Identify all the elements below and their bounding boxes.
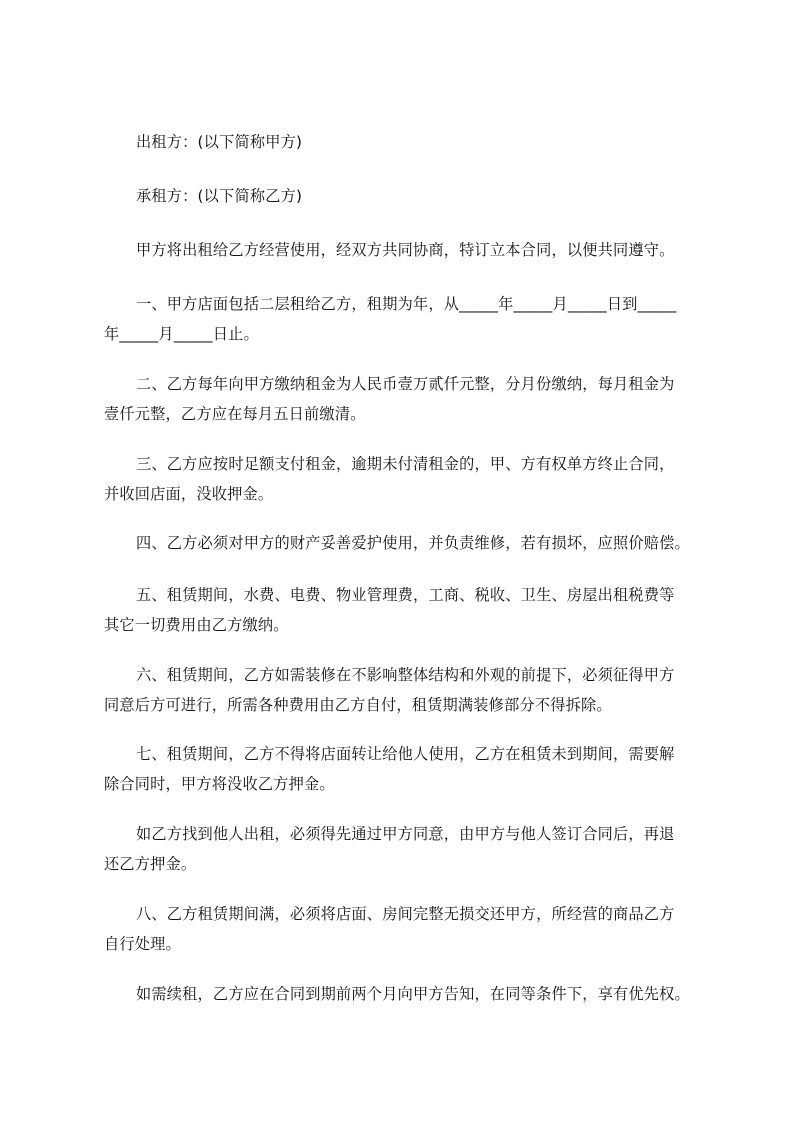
clause-1-line-1: 一、甲方店面包括二层租给乙方，租期为年，从_____年_____月_____日到_____ bbox=[136, 295, 677, 313]
clause-3 bbox=[104, 449, 704, 509]
clause-6-line-2: 同意后方可进行，所需各种费用由乙方自付，租赁期满装修部分不得拆除。 bbox=[104, 696, 612, 714]
clause-2-line-1: 二、乙方每年向甲方缴纳租金为人民币壹万贰仟元整，分月份缴纳，每月租金为 bbox=[136, 375, 675, 393]
clause-6-line-1: 六、租赁期间，乙方如需装修在不影响整体结构和外观的前提下，必须征得甲方 bbox=[136, 666, 675, 684]
clause-5-line-2: 其它一切费用由乙方缴纳。 bbox=[104, 616, 289, 634]
clause-2-line-2: 壹仟元整，乙方应在每月五日前缴清。 bbox=[104, 405, 366, 423]
clause-5-line-1: 五、租赁期间，水费、电费、物业管理费，工商、税收、卫生、房屋出租税费等 bbox=[136, 586, 675, 604]
clause-5 bbox=[104, 580, 704, 640]
preamble-paragraph bbox=[104, 235, 736, 265]
clause-7-supplement-line-1: 如乙方找到他人出租，必须得先通过甲方同意，由甲方与他人签订合同后，再退 bbox=[136, 825, 675, 843]
clause-4 bbox=[104, 528, 704, 558]
lessor-line bbox=[104, 127, 736, 157]
clause-8 bbox=[104, 899, 704, 959]
clause-7-supplement-line-2: 还乙方押金。 bbox=[104, 855, 197, 873]
clause-7-supplement bbox=[104, 819, 704, 879]
clause-7-line-2: 除合同时，甲方将没收乙方押金。 bbox=[104, 775, 335, 793]
clause-1-line-2: 年_____月_____日止。 bbox=[104, 325, 259, 343]
clause-8-line-2: 自行处理。 bbox=[104, 935, 181, 953]
clause-3-line-1: 三、乙方应按时足额支付租金，逾期未付清租金的，甲、方有权单方终止合同， bbox=[136, 455, 675, 473]
preamble-text: 甲方将出租给乙方经营使用，经双方共同协商，特订立本合同，以便共同遵守。 bbox=[136, 241, 675, 259]
clause-7 bbox=[104, 739, 704, 799]
clause-7-line-1: 七、租赁期间，乙方不得将店面转让给他人使用，乙方在租赁未到期间，需要解 bbox=[136, 745, 675, 763]
lessee-line bbox=[104, 181, 736, 211]
clause-3-line-2: 并收回店面，没收押金。 bbox=[104, 485, 274, 503]
clause-4-line-1: 四、乙方必须对甲方的财产妥善爱护使用，并负责维修，若有损坏，应照价赔偿。 bbox=[136, 534, 690, 552]
clause-1 bbox=[104, 289, 704, 349]
clause-8-supplement-line-1: 如需续租，乙方应在合同到期前两个月向甲方告知，在同等条件下，享有优先权。 bbox=[136, 985, 690, 1003]
lessee-text: 承租方：(以下简称乙方) bbox=[136, 187, 303, 205]
clause-2 bbox=[104, 369, 704, 429]
clause-8-line-1: 八、乙方租赁期间满，必须将店面、房间完整无损交还甲方，所经营的商品乙方 bbox=[136, 905, 675, 923]
lessor-text: 出租方：(以下简称甲方) bbox=[136, 133, 303, 151]
clause-6 bbox=[104, 660, 704, 720]
clause-8-supplement bbox=[104, 979, 704, 1009]
